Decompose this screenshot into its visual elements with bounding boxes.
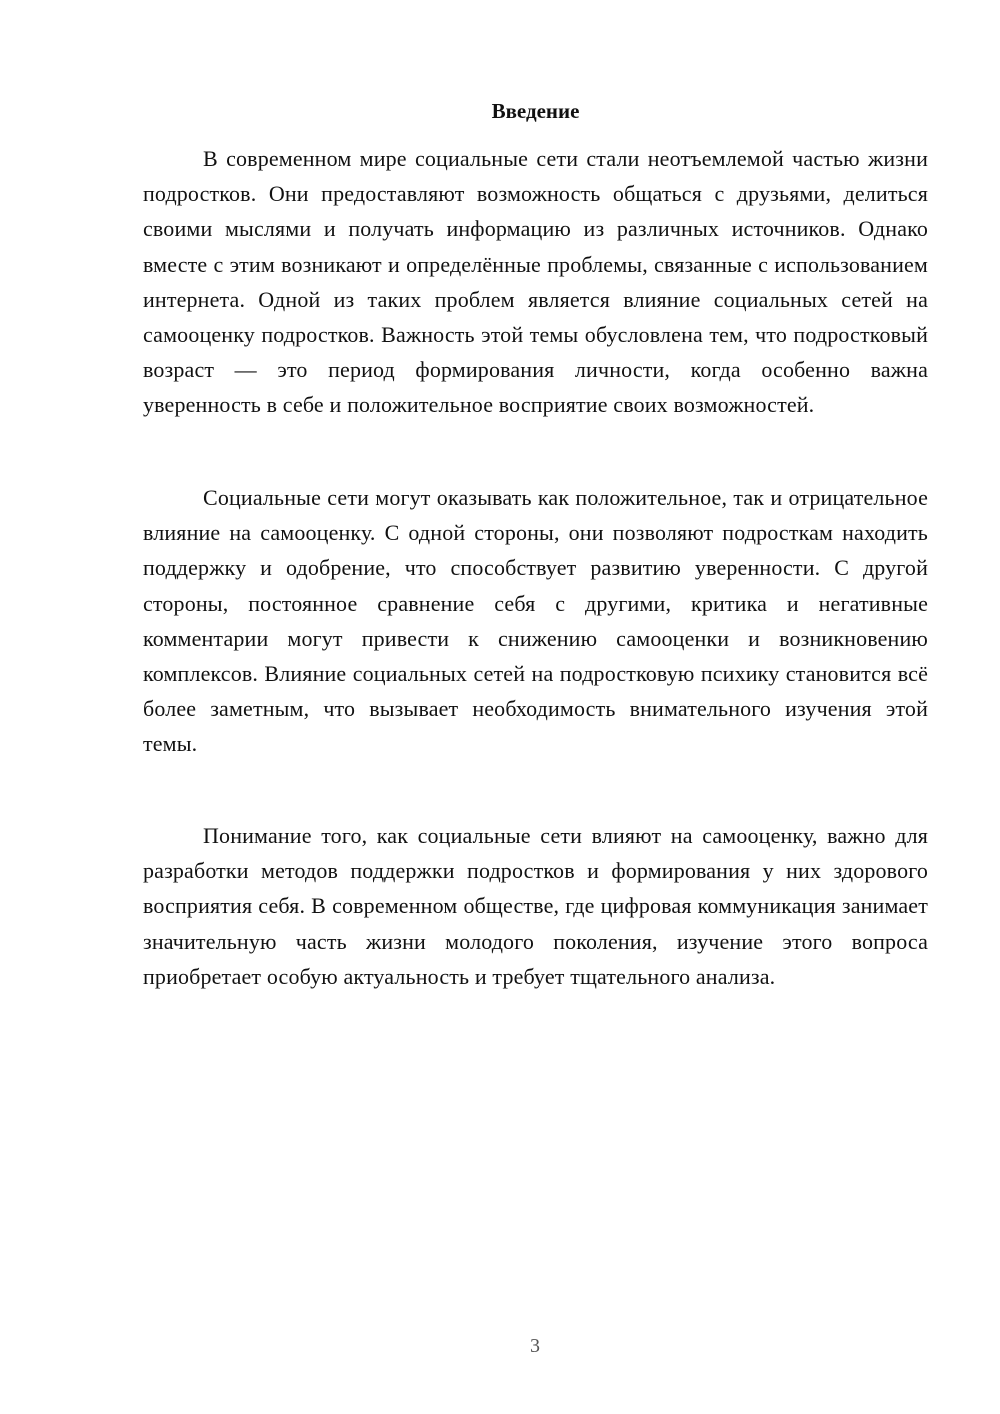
section-heading: Введение	[491, 99, 580, 123]
paragraph-influence: Социальные сети могут оказывать как положительное, так и отрицательное влияние на самооценку. С одной стороны, они позволяют подросткам находить поддержку и одобрение, что способствует развитию уверенности. С другой стороны, постоянное сравнение себя с другими, критика и негативные комментарии могут привести к снижению самооценки и возникновению комплексов. Влияние социальных сетей на подростковую психику становится всё более заметным, что вызывает необходимость внимательного изучения этой темы.	[143, 485, 928, 757]
paragraph-relevance: Понимание того, как социальные сети влияют на самооценку, важно для разработки методов поддержки подростков и формирования у них здорового восприятия себя. В современном обществе, где цифровая коммуникация занимает значительную часть жизни молодого поколения, изучение этого вопроса приобретает особую актуальность и требует тщательного анализа.	[143, 823, 928, 989]
page-number: 3	[530, 1335, 540, 1357]
paragraph-intro: В современном мире социальные сети стали неотъемлемой частью жизни подростков. Они предоставляют возможность общаться с друзьями, делиться своими мыслями и получать информацию из различных источников. Однако вместе с этим возникают и определённые проблемы, связанные с использованием интернета. Одной из таких проблем является влияние социальных сетей на самооценку подростков. Важность этой темы обусловлена тем, что подростковый возраст — это период формирования личности, когда особенно важна уверенность в себе и положительное восприятие своих возможностей.	[143, 146, 928, 418]
